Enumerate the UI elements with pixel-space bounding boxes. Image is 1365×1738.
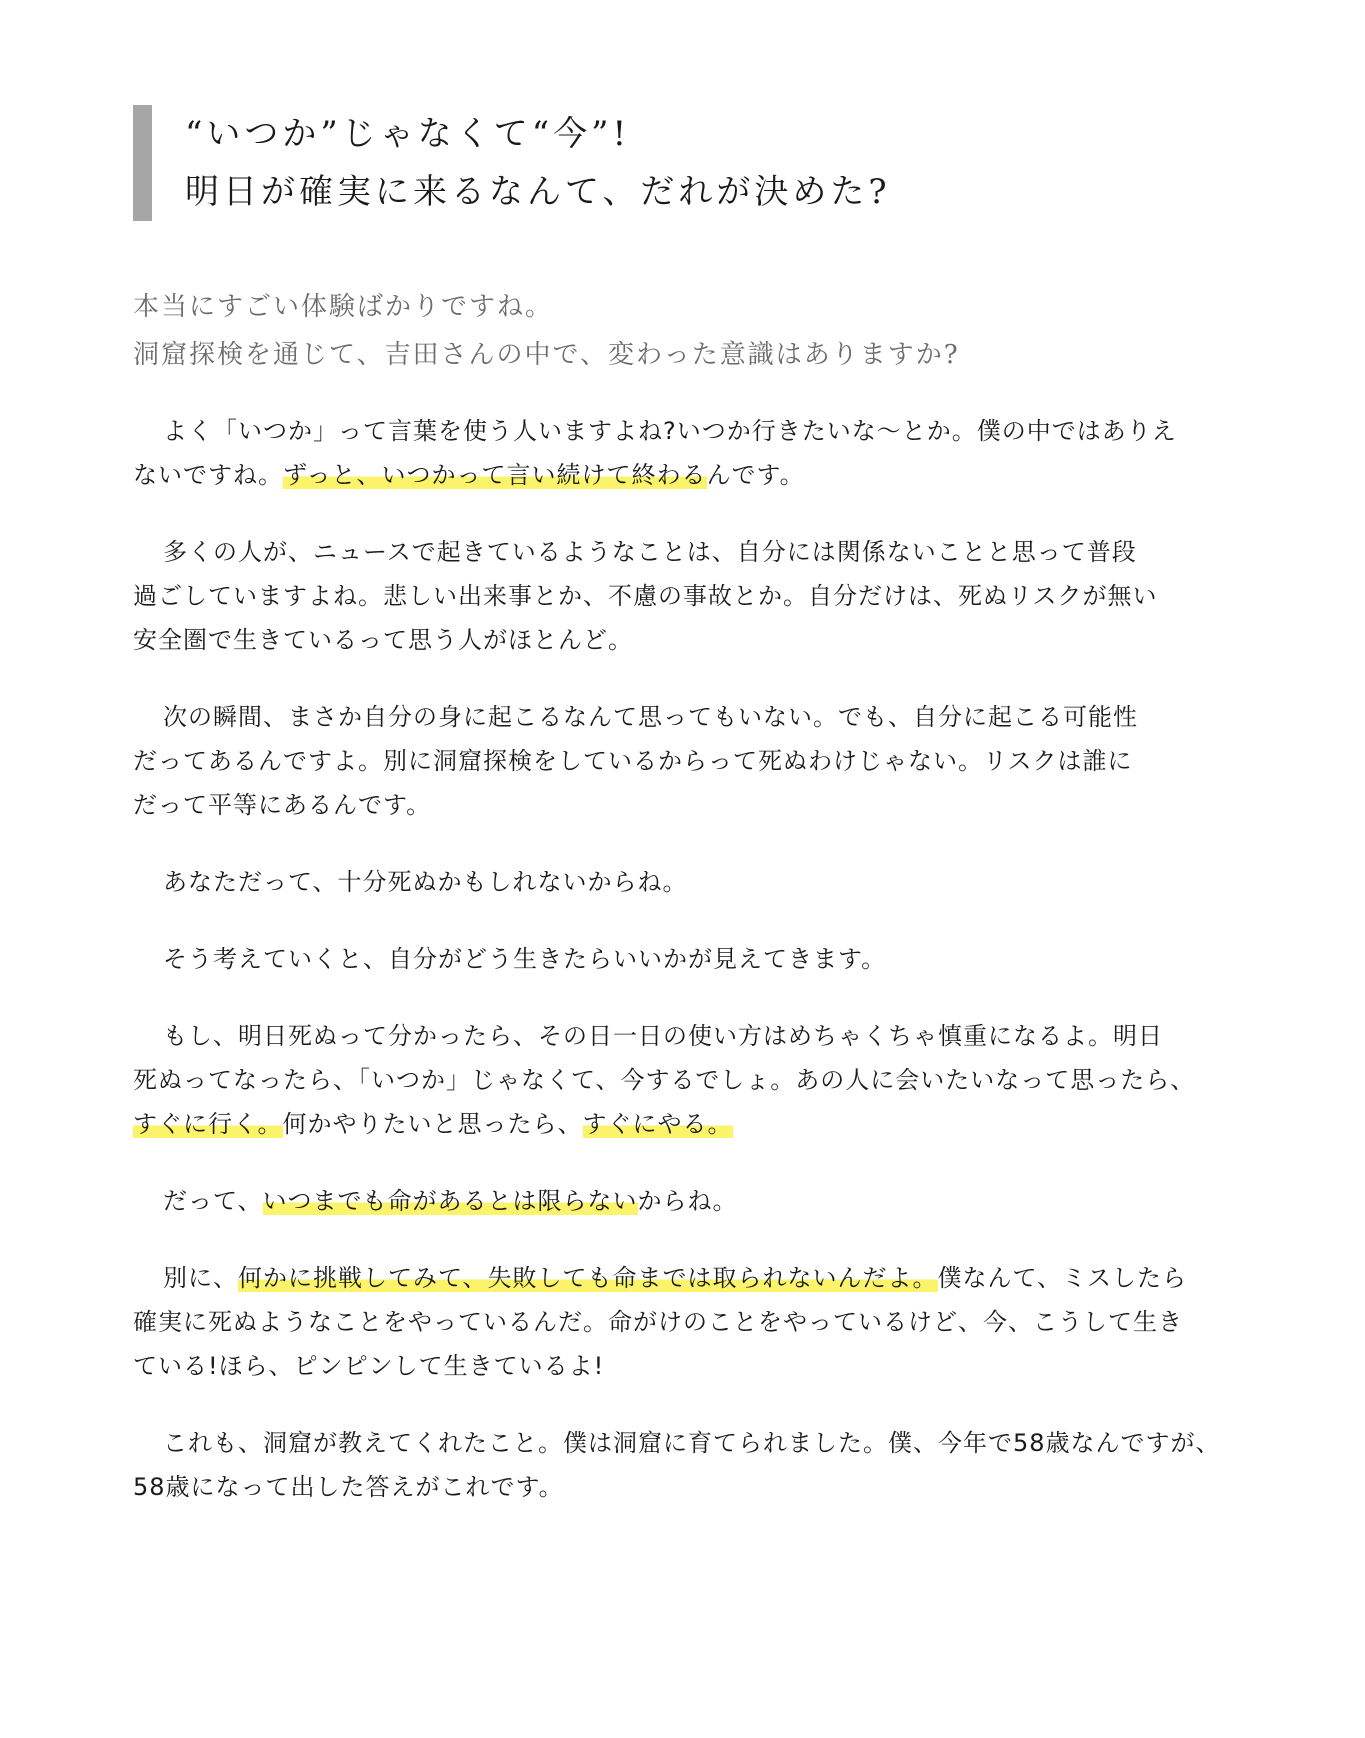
paragraph-2-line-2: 過ごしていますよね。悲しい出来事とか、不慮の事故とか。自分だけは、死ぬリスクが無い — [133, 582, 1158, 610]
text-segment: 僕なんて、ミスしたら — [937, 1264, 1188, 1292]
paragraph-8-line-3: ている!ほら、ピンピンして生きているよ! — [133, 1352, 605, 1380]
paragraph-8 — [133, 1256, 1243, 1388]
paragraph-2-line-3: 安全圏で生きているって思う人がほとんど。 — [133, 626, 633, 654]
paragraph-6 — [133, 1014, 1243, 1146]
paragraph-6-line-3 — [133, 1102, 1243, 1146]
paragraph-6-line-1: もし、明日死ぬって分かったら、その日一日の使い方はめちゃくちゃ慎重になるよ。明日 — [163, 1022, 1163, 1050]
highlighted-text: いつまでも命があるとは限らない — [262, 1187, 638, 1215]
paragraph-3-line-1: 次の瞬間、まさか自分の身に起こるなんて思ってもいない。でも、自分に起こる可能性 — [163, 703, 1138, 731]
paragraph-9-line-2: 58歳になって出した答えがこれです。 — [133, 1473, 564, 1501]
paragraph-3-line-2: だってあるんですよ。別に洞窟探検をしているからって死ぬわけじゃない。リスクは誰に — [133, 747, 1133, 775]
paragraph-1 — [133, 409, 1243, 497]
paragraph-4-line-1: あなただって、十分死ぬかもしれないからね。 — [163, 868, 688, 896]
paragraph-3-line-3: だって平等にあるんです。 — [133, 791, 432, 819]
paragraph-3 — [133, 695, 1243, 827]
text-segment: 別に、 — [163, 1264, 238, 1292]
paragraph-6-line-2: 死ぬってなったら、「いつか」じゃなくて、今するでしょ。あの人に会いたいなって思ったら、 — [133, 1066, 1196, 1094]
paragraph-8-line-2: 確実に死ぬようなことをやっているんだ。命がけのことをやっているけど、今、こうして生き — [133, 1308, 1183, 1336]
paragraph-9-line-1: これも、洞窟が教えてくれたこと。僕は洞窟に育てられました。僕、今年で58歳なんですが、 — [163, 1429, 1221, 1457]
interview-question — [133, 283, 1243, 379]
highlighted-text: ずっと、いつかって言い続けて終わる — [283, 461, 707, 489]
question-line-1: 本当にすごい体験ばかりですね。 — [133, 292, 554, 322]
highlighted-text: すぐにやる。 — [582, 1110, 733, 1138]
paragraph-9 — [133, 1421, 1243, 1509]
text-segment: だって、 — [163, 1187, 263, 1215]
heading-accent-bar — [133, 105, 152, 221]
text-segment: からね。 — [637, 1187, 738, 1215]
paragraph-5 — [133, 937, 1243, 981]
highlighted-text: 何かに挑戦してみて、失敗しても命までは取られないんだよ。 — [238, 1264, 938, 1292]
paragraph-2 — [133, 530, 1243, 662]
heading-line-2: 明日が確実に来るなんて、だれが決めた? — [185, 172, 891, 212]
question-line-2: 洞窟探検を通じて、吉田さんの中で、変わった意識はありますか? — [133, 340, 960, 370]
paragraph-4 — [133, 860, 1243, 904]
highlighted-text: すぐに行く。 — [133, 1110, 283, 1138]
paragraph-1-line-2 — [133, 453, 1243, 497]
text-segment: んです。 — [706, 461, 805, 489]
article — [133, 105, 1243, 1542]
paragraph-7-line-1 — [133, 1179, 1243, 1223]
section-heading — [133, 105, 1243, 221]
paragraph-2-line-1: 多くの人が、ニュースで起きているようなことは、自分には関係ないことと思って普段 — [163, 538, 1137, 566]
paragraph-7 — [133, 1179, 1243, 1223]
heading-line-1: “いつか”じゃなくて“今”! — [185, 114, 631, 154]
paragraph-8-line-1 — [133, 1256, 1243, 1300]
text-segment: 何かやりたいと思ったら、 — [282, 1110, 583, 1138]
paragraph-1-line-1: よく「いつか」って言葉を使う人いますよね?いつか行きたいな〜とか。僕の中ではありえ — [163, 417, 1177, 445]
paragraph-5-line-1: そう考えていくと、自分がどう生きたらいいかが見えてきます。 — [163, 945, 887, 973]
text-segment: ないですね。 — [133, 461, 283, 489]
